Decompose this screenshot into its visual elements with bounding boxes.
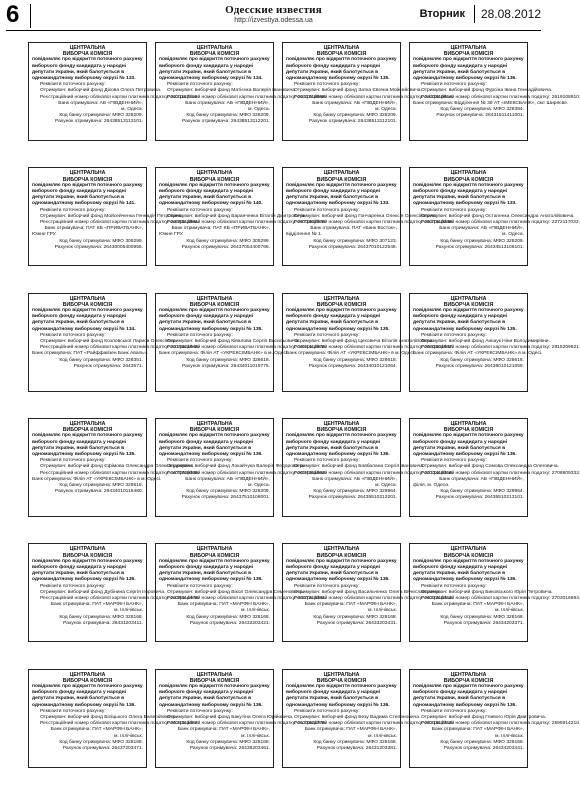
notice-line: Реквізити поточного рахунку:: [40, 458, 106, 464]
notice-line: Банк отримувача: АБ «ПІВДЕННИЙ»,: [185, 100, 270, 106]
notice-heading: ЦЕНТРАЛЬНА: [69, 45, 106, 51]
publication-url: http://izvestiya.odessa.ua: [234, 17, 313, 24]
notice-heading: ЦЕНТРАЛЬНА: [323, 45, 360, 51]
notice-box: [409, 418, 580, 517]
notice-line: Код банку отримувача: МФО 328209.: [186, 113, 270, 119]
notice-subheading: ВИБОРЧА КОМІСІЯ: [62, 176, 113, 183]
notice-subheading: ВИБОРЧА КОМІСІЯ: [62, 677, 113, 684]
notice-line: Банк отримувача: АБ «ПІВДЕННИЙ»,: [312, 476, 397, 482]
notice-line: Банк отримувача: ПАТ «МАРФІН БАНК»,: [304, 727, 397, 733]
notice-heading: ЦЕНТРАЛЬНА: [450, 671, 487, 678]
notice-heading: ЦЕНТРАЛЬНА: [69, 420, 106, 427]
notice-line: Код банку отримувача: МФО 328964.: [313, 489, 397, 495]
notice-line: Код банку отримувача: МФО 328168.: [186, 614, 270, 620]
notice-line: Южне ГРУ.: [159, 232, 184, 238]
notice-heading: ЦЕНТРАЛЬНА: [450, 45, 487, 51]
notice-line: Реєстраційний номер облікової картки платника податку: 2313418316.: [294, 470, 454, 476]
notice-line: м. Іллічівськ.: [495, 608, 524, 614]
notice-line: Реквізити поточного рахунку:: [294, 332, 360, 338]
notice-line: м. Іллічівськ.: [241, 608, 270, 614]
notice-line: Код банку отримувача: МФО 328384.: [440, 107, 524, 113]
notice-line: Реєстраційний номер облікової картки платника податку: 2272117032.: [421, 219, 580, 225]
notice-subheading: ВИБОРЧА КОМІСІЯ: [443, 677, 494, 684]
notice-line: Реєстраційний номер облікової картки платника податку: 2947910239.: [294, 219, 454, 225]
notice-line: Рахунок отримувача: 26438513112101.: [308, 119, 397, 125]
notice-line: Рахунок отримувача: 26431511411001.: [436, 113, 524, 119]
notices-grid: [28, 42, 580, 786]
notice-subheading: ВИБОРЧА КОМІСІЯ: [316, 301, 367, 308]
notice-subheading: ВИБОРЧА КОМІСІЯ: [316, 427, 367, 434]
notice-line: Код банку отримувача: МФО 328168.: [440, 739, 524, 745]
notice-heading: ЦЕНТРАЛЬНА: [323, 546, 360, 553]
notice-line: Код банку отримувача: МФО 328964.: [440, 489, 524, 495]
notice-subheading: ВИБОРЧА КОМІСІЯ: [62, 301, 113, 308]
notice-line: Отримувач: виборчий фонд Матієнка Валерія Івановича.: [167, 88, 297, 94]
notice-lead: повідомляє про відкриття поточного рахунку виборчого фонду кандидата у народні депутати України, який балотується в одномандатному виборчому окрузі № 136.: [32, 558, 143, 583]
notice-box: [282, 669, 454, 768]
notice-line: м. Одеса.: [248, 107, 270, 113]
notice-lead: повідомляє про відкриття поточного рахунку виборчого фонду кандидата у народні депутати України, який балотується в одномандатному виборчому окрузі № 136.: [286, 684, 397, 708]
notice-line: Реєстраційний номер облікової картки платника податку: 1984412570.: [167, 345, 327, 351]
notice-line: Рахунок отримувача: 26435510213201.: [308, 495, 397, 501]
notice-line: Код банку отримувача: МФО 328168.: [313, 614, 397, 620]
notice-line: Реквізити поточного рахунку:: [40, 583, 106, 589]
notice-lead: повідомляє про відкриття поточного рахунку виборчого фонду кандидата у народні депутати України, який балотується в одномандатному виборчому окрузі № 136.: [413, 433, 524, 457]
notice-line: Отримувач: виборчий фонд Біліцького Олега Валерійовича.: [40, 715, 177, 721]
notice-line: Код банку отримувача: МФО 328168.: [59, 739, 143, 745]
notice-line: Код банку отримувача: МФО 328168.: [59, 614, 143, 620]
notice-box: [409, 543, 580, 642]
notice-line: Банк отримувача: ПАТ «МАРФІН БАНК»,: [50, 727, 143, 733]
notice-box: [409, 42, 580, 141]
notice-subheading: ВИБОРЧА КОМІСІЯ: [443, 427, 494, 434]
notice-line: Рахунок отримувача: 26434203441.: [443, 746, 524, 752]
notice-line: Рахунок отримувача: 26434203371.: [443, 620, 524, 626]
notice-line: Отримувач: виборчий фонд Бовбалана Сергія Івановича.: [294, 464, 425, 470]
notice-line: Банк отримувача: АБ «ПІВДЕННИЙ»,: [439, 226, 524, 232]
notice-box: [28, 42, 199, 141]
notice-subheading: ВИБОРЧА КОМІСІЯ: [189, 301, 240, 308]
notice-line: Реквізити поточного рахунку:: [421, 207, 487, 213]
notice-lead: повідомляє про відкриття поточного рахунку виборчого фонду кандидата у народні депутати України, який балотується в одномандатному виборчому окрузі № 141.: [32, 182, 143, 207]
notice-line: Отримувач: виборчий фонд Дубінина Сергія Ігоровича.: [40, 589, 166, 595]
notice-box: [28, 167, 200, 266]
notice-line: Отримувач: виборчий фонд Биковського Юрія Петровича.: [421, 589, 553, 595]
notice-lead: повідомляє про відкриття поточного рахунку виборчого фонду кандидата у народні депутати України, який балотується в одномандатному виборчому окрузі № 134.: [159, 57, 270, 82]
notice-line: Код банку отримувача: МФО 307123.: [313, 238, 397, 244]
notice-lead: повідомляє про відкриття поточного рахунку виборчого фонду кандидата у народні депутати України, який балотується в одномандатному виборчому окрузі № 133.: [286, 182, 397, 207]
notice-subheading: ВИБОРЧА КОМІСІЯ: [189, 176, 240, 183]
notice-heading: ЦЕНТРАЛЬНА: [323, 420, 360, 427]
notice-line: Рахунок отримувача: 26438513113101.: [54, 119, 143, 125]
notice-line: Рахунок отримувача: 26430005400956.: [54, 244, 143, 250]
notice-line: Реквізити поточного рахунку:: [294, 583, 360, 589]
notice-subheading: ВИБОРЧА КОМІСІЯ: [316, 552, 367, 559]
notice-line: Рахунок отримувача: 2643571.: [73, 363, 143, 369]
notice-line: Реєстраційний номер облікової картки платника податку: 1670729335.: [40, 470, 200, 476]
notice-line: Отримувач: виборчий фонд Остапенка Олександра Анатолійовича.: [421, 213, 575, 219]
notice-line: Код банку отримувача: МФО 328618.: [186, 357, 270, 363]
notice-line: Рахунок отримувача: 26434011019775.: [181, 363, 270, 369]
notice-line: Отримувач: виборчий фонд Козловської Лариси Олексіївни.: [40, 339, 177, 345]
notice-line: Реєстраційний номер облікової картки платника податку: 2563501837.: [294, 345, 454, 351]
notice-lead: повідомляє про відкриття поточного рахунку виборчого фонду кандидата у народні депутати України, який балотується в одномандатному виборчому окрузі № 136.: [286, 433, 397, 457]
notice-line: Банк отримувача: Філія АТ «УКРЕКСІМБАНК» в м. Одесі.: [286, 351, 416, 357]
notice-subheading: ВИБОРЧА КОМІСІЯ: [62, 51, 113, 58]
notice-line: Банк отримувача: ПАТ КБ «ПРИВАТБАНК»,: [44, 226, 143, 232]
notice-line: Реквізити поточного рахунку:: [167, 583, 233, 589]
notice-line: Банк отримувача: АБ «ПІВДЕННИЙ»,: [312, 100, 397, 106]
notice-line: Банк отримувача: ПАТ «Банк Восток»,: [310, 226, 397, 232]
notice-line: м. Іллічівськ.: [495, 733, 524, 739]
notice-line: Реєстраційний номер облікової картки платника податку: 3221117216.: [40, 94, 199, 100]
notice-line: Отримувач: виборчий фонд Гончаренка Олексія Олексійовича.: [294, 213, 438, 219]
notice-lead: повідомляє про відкриття поточного рахунку виборчого фонду кандидата у народні депутати України, який балотується в одномандатному виборчому окрузі № 135.: [286, 308, 397, 332]
notice-line: Банк отримувача: ПАТ «МАРФІН БАНК»,: [177, 727, 270, 733]
notice-box: [155, 418, 327, 517]
notice-heading: ЦЕНТРАЛЬНА: [323, 671, 360, 678]
notice-heading: ЦЕНТРАЛЬНА: [196, 546, 233, 553]
notice-line: філія, м. Одеса.: [413, 483, 450, 489]
notice-line: Банк отримувача: ПАТ КБ «ПРИВАТБАНК»,: [171, 226, 270, 232]
notice-heading: ЦЕНТРАЛЬНА: [323, 170, 360, 177]
notice-subheading: ВИБОРЧА КОМІСІЯ: [189, 427, 240, 434]
notice-heading: ЦЕНТРАЛЬНА: [196, 671, 233, 678]
notice-subheading: ВИБОРЧА КОМІСІЯ: [443, 51, 494, 58]
notice-line: Отримувач: виборчий фонд Васильченко Олега Вячеславовича.: [294, 589, 441, 595]
notice-line: Реєстраційний номер облікової картки платника податку: 2408513991.: [40, 219, 200, 225]
notice-line: м. Іллічівськ.: [368, 733, 397, 739]
notice-line: Рахунок отримувача: 26434010121064.: [308, 363, 397, 369]
notice-box: [409, 167, 580, 266]
notice-line: Рахунок отримувача: 26433203431.: [316, 620, 397, 626]
notice-line: Отримувач: виборчий фонд Вікол Олександра Семеновича.: [167, 589, 304, 595]
notice-line: Банк отримувача: АБ «ПІВДЕННИЙ»,: [58, 100, 143, 106]
notice-line: Банк отримувача: ПАТ «МАРФІН БАНК»,: [431, 602, 524, 608]
notice-box: [409, 669, 580, 768]
notice-heading: ЦЕНТРАЛЬНА: [196, 295, 233, 302]
notice-line: Реєстраційний номер облікової картки платника податку: 2123822775.: [167, 721, 327, 727]
notice-line: Реквізити поточного рахунку:: [40, 708, 106, 714]
notice-line: Реєстраційний номер облікової картки платника податку: 2922216312.: [294, 595, 454, 601]
notice-line: Рахунок отримувача: 26438010121059.: [435, 363, 524, 369]
notice-box: [409, 293, 580, 392]
notice-heading: ЦЕНТРАЛЬНА: [69, 546, 106, 553]
notice-line: Рахунок отримувача: 26437510106001.: [181, 495, 270, 501]
notice-line: Реквізити поточного рахунку:: [167, 458, 233, 464]
notice-heading: ЦЕНТРАЛЬНА: [196, 45, 233, 51]
notice-line: Реквізити поточного рахунку:: [40, 82, 106, 88]
notice-line: Банк отримувача: Філія АТ «УКРЕКСІМБАНК» в м. Одесі.: [413, 351, 543, 357]
notice-line: м. Іллічівськ.: [114, 733, 143, 739]
notice-box: [155, 669, 327, 768]
notice-line: Отримувач: виборчий фонд Анішук Ніни Володимирівни.: [421, 339, 550, 345]
notice-lead: повідомляє про відкриття поточного рахунку виборчого фонду кандидата у народні депутати України, який балотується в одномандатному виборчому окрузі № 133.: [413, 182, 524, 207]
notice-line: Код банку отримувача: МФО 328209.: [59, 113, 143, 119]
notice-line: Банк отримувача: АБ «ПІВДЕННИЙ»,: [185, 476, 270, 482]
notice-subheading: ВИБОРЧА КОМІСІЯ: [62, 552, 113, 559]
notice-line: Рахунок отримувача: 26431203381.: [316, 746, 397, 752]
notice-line: Реєстраційний номер облікової картки платника податку: 3367213391.: [167, 595, 327, 601]
notice-line: Отримувач: виборчий фонд Мойсейченка Геннадія Петровича.: [40, 213, 183, 219]
notice-line: Реєстраційний номер облікової картки платника податку: 2921517213.: [294, 721, 454, 727]
notice-subheading: ВИБОРЧА КОМІСІЯ: [443, 552, 494, 559]
notice-box: [28, 669, 199, 768]
notice-line: Рахунок отримувача: 26437054400766.: [181, 244, 270, 250]
notice-line: Отримувач: виборчий фонд Фурсіна Івана Геннадійовича.: [421, 88, 553, 94]
notice-line: Реєстраційний номер облікової картки платника податку: 2534011657.: [40, 721, 199, 727]
notice-line: Банк отримувача: ПАТ «МАРФІН БАНК»,: [431, 727, 524, 733]
notice-line: Реквізити поточного рахунку:: [40, 332, 106, 338]
notice-subheading: ВИБОРЧА КОМІСІЯ: [316, 176, 367, 183]
notice-subheading: ВИБОРЧА КОМІСІЯ: [443, 301, 494, 308]
notice-heading: ЦЕНТРАЛЬНА: [69, 671, 106, 678]
notice-line: Банк отримувача: Філія АТ «УКРЕКСІМБАНК» в м. Одесі.: [32, 476, 162, 482]
notice-line: Банк отримувача: Філія АТ «УКРЕКСІМБАНК» в м. Одесі.: [159, 351, 289, 357]
notice-line: Реєстраційний номер облікової картки платника податку: 2084051553.: [167, 470, 327, 476]
notice-line: Реквізити поточного рахунку:: [421, 82, 487, 88]
notice-box: [28, 543, 200, 642]
notice-box: [155, 293, 327, 392]
notice-line: Рахунок отримувача: 26438513112201.: [181, 119, 270, 125]
notice-line: Отримувач: виборчий фонд Безу Вадима Степановича.: [294, 715, 421, 721]
notice-line: Реквізити поточного рахунку:: [294, 82, 360, 88]
notice-lead: повідомляє про відкриття поточного рахунку виборчого фонду кандидата у народні депутати України, який балотується в одномандатному виборчому окрузі № 133.: [32, 57, 143, 82]
notice-line: Код банку отримувача: МФО 328168.: [186, 739, 270, 745]
notice-line: Реєстраційний номер облікової картки платника податку: 2703016694.: [421, 595, 580, 601]
notice-line: Реєстраційний номер облікової картки платника податку: 2310921048.: [40, 345, 200, 351]
notice-line: м. Іллічівськ.: [368, 608, 397, 614]
notice-line: Реквізити поточного рахунку:: [167, 332, 233, 338]
notice-line: Банк отримувача: АБ «ПІВДЕННИЙ»,: [439, 476, 524, 482]
notice-lead: повідомляє про відкриття поточного рахунку виборчого фонду кандидата у народні депутати України, який балотується в одномандатному виборчому окрузі № 135.: [286, 57, 397, 82]
notice-heading: ЦЕНТРАЛЬНА: [450, 420, 487, 427]
notice-lead: повідомляє про відкриття поточного рахунку виборчого фонду кандидата у народні депутати України, який балотується в одномандатному виборчому окрузі № 136.: [413, 558, 524, 583]
notice-line: Реквізити поточного рахунку:: [167, 82, 233, 88]
notice-subheading: ВИБОРЧА КОМІСІЯ: [316, 51, 367, 58]
notice-line: Реєстраційний номер облікової картки платника податку: 2619108910.: [421, 94, 580, 100]
notice-line: Отримувач: виборчий фонд Діхова Олега Петровича.: [40, 88, 162, 94]
notice-line: Реквізити поточного рахунку:: [294, 458, 360, 464]
notice-box: [155, 543, 327, 642]
notice-line: Рахунок отримувача: 26434513106101.: [435, 244, 524, 250]
notice-line: Реєстраційний номер облікової картки платника податку: 2443810814.: [294, 94, 454, 100]
notice-box: [282, 293, 454, 392]
notice-line: Реквізити поточного рахунку:: [421, 708, 487, 714]
notice-line: м. Іллічівськ.: [241, 733, 270, 739]
notice-line: Отримувач: виборчий фонд Ківалова Сергія Васильовича.: [167, 339, 300, 345]
notice-line: Реквізити поточного рахунку:: [167, 708, 233, 714]
notice-line: Код банку отримувача: МФО 328351.: [59, 357, 143, 363]
notice-line: Реквізити поточного рахунку:: [40, 207, 106, 213]
notice-line: Код банку отримувача: МФО 305299.: [186, 238, 270, 244]
notice-line: м. Одеса.: [375, 483, 397, 489]
header-rule: [6, 30, 541, 31]
notice-box: [282, 543, 454, 642]
notice-line: м. Одеса.: [502, 232, 524, 238]
notice-line: Банк отримувача: ПАТ «Райффайзен Банк Аваль».: [32, 351, 149, 357]
notice-lead: повідомляє про відкриття поточного рахунку виборчого фонду кандидата у народні депутати України, який балотується в одномандатному виборчому окрузі № 135.: [159, 308, 270, 332]
notice-subheading: ВИБОРЧА КОМІСІЯ: [189, 677, 240, 684]
notice-heading: ЦЕНТРАЛЬНА: [196, 420, 233, 427]
page-number: 6: [6, 1, 20, 28]
notice-line: Реквізити поточного рахунку:: [421, 332, 487, 338]
notice-box: [28, 418, 200, 517]
notice-line: м. Одеса.: [121, 107, 143, 113]
notice-heading: ЦЕНТРАЛЬНА: [69, 170, 106, 177]
notice-line: Рахунок отримувача: 26435510213101.: [435, 495, 524, 501]
notice-line: Рахунок отримувача: 26434010115480.: [54, 489, 143, 495]
notice-line: Рахунок отримувача: 26431203411.: [63, 620, 143, 626]
notice-box: [282, 42, 454, 141]
notice-line: Код банку отримувача: МФО 328618.: [59, 483, 143, 489]
notice-lead: повідомляє про відкриття поточного рахунку виборчого фонду кандидата у народні депутати України, який балотується в одномандатному виборчому окрузі № 136.: [159, 433, 270, 457]
weekday: Вторник: [419, 8, 465, 20]
notice-line: Отримувач: виборчий фонд Сомова Олександра Олеговича.: [421, 464, 559, 470]
notice-line: Отримувач: виборчий фонд Єфімова Олександра Олександровича.: [40, 464, 195, 470]
notice-box: [282, 167, 454, 266]
notice-box: [28, 293, 200, 392]
notice-line: відділення № 1.: [286, 232, 323, 238]
issue-date: 28.08.2012: [474, 5, 541, 23]
notice-line: Реквізити поточного рахунку:: [294, 708, 360, 714]
notice-heading: ЦЕНТРАЛЬНА: [69, 295, 106, 302]
notice-line: м. Одеса.: [375, 107, 397, 113]
notice-box: [155, 42, 327, 141]
notice-line: Рахунок отримувача: 26437010122548.: [308, 244, 397, 250]
notice-line: Рахунок отримувача: 26437203471.: [62, 746, 143, 752]
notice-heading: ЦЕНТРАЛЬНА: [450, 546, 487, 553]
notice-subheading: ВИБОРЧА КОМІСІЯ: [316, 677, 367, 684]
notice-heading: ЦЕНТРАЛЬНА: [323, 295, 360, 302]
notice-line: Реквізити поточного рахунку:: [421, 458, 487, 464]
notice-subheading: ВИБОРЧА КОМІСІЯ: [189, 51, 240, 58]
notice-lead: повідомляє про відкриття поточного рахунку виборчого фонду кандидата у народні депутати України, який балотується в одномандатному виборчому окрузі № 135.: [413, 308, 524, 332]
notice-line: Банк отримувача: ПАТ «МАРФІН БАНК»,: [50, 602, 143, 608]
notice-line: Банк отримувача: ПАТ «МАРФІН БАНК»,: [177, 602, 270, 608]
notice-lead: повідомляє про відкриття поточного рахунку виборчого фонду кандидата у народні депутати України, який балотується в одномандатному виборчому окрузі № 135.: [32, 433, 143, 457]
notice-line: Реєстраційний номер облікової картки платника податку: 2595914210.: [421, 721, 580, 727]
notice-line: Код банку отримувача: МФО 328618.: [440, 357, 524, 363]
notice-line: Отримувач: виборчий фонд Локайчука Валерія Федоровича.: [167, 464, 305, 470]
notice-line: Реквізити поточного рахунку:: [294, 207, 360, 213]
notice-heading: ЦЕНТРАЛЬНА: [196, 170, 233, 177]
notice-lead: повідомляє про відкриття поточного рахунку виборчого фонду кандидата у народні депутати України, який балотується в одномандатному виборчому окрузі № 136.: [413, 684, 524, 708]
notice-line: м. Одеса.: [248, 483, 270, 489]
notice-line: Код банку отримувача: МФО 305299.: [59, 238, 143, 244]
notice-lead: повідомляє про відкриття поточного рахунку виборчого фонду кандидата у народні депутати України, який балотується в одномандатному виборчому окрузі № 136.: [413, 57, 524, 82]
notice-lead: повідомляє про відкриття поточного рахунку виборчого фонду кандидата у народні депутати України, який балотується в одномандатному виборчому окрузі № 136.: [159, 684, 270, 708]
notice-line: Код банку отримувача: МФО 328209.: [440, 238, 524, 244]
notice-line: Рахунок отримувача: 26432203421.: [189, 620, 270, 626]
notice-lead: повідомляє про відкриття поточного рахунку виборчого фонду кандидата у народні депутати України, який балотується в одномандатному виборчому окрузі № 140.: [159, 182, 270, 207]
notice-line: Код банку отримувача: МФО 328209.: [186, 489, 270, 495]
notice-line: м. Іллічівськ.: [114, 608, 143, 614]
notice-line: Отримувач: виборчий фонд Бакутіна Олега Юрійовича.: [167, 715, 294, 721]
notice-line: Код банку отримувача: МФО 328618.: [313, 357, 397, 363]
notice-line: Реєстраційний номер облікової картки платника податку: 2815209621.: [421, 345, 580, 351]
notice-line: Отримувач: виборчий фонд Баранченка Віталія Дмитровича.: [167, 213, 306, 219]
notice-line: Банк отримувача: ПАТ «МАРФІН БАНК»,: [304, 602, 397, 608]
notice-line: Код банку отримувача: МФО 328168.: [313, 739, 397, 745]
notice-line: Реєстраційний номер облікової картки платника податку: 2973907070.: [167, 219, 327, 225]
notice-line: Реєстраційний номер облікової картки платника податку: 2436014479.: [40, 595, 200, 601]
notice-line: Отримувач: виборчий фонд Гливого Юрія Дмитровича.: [421, 715, 547, 721]
notice-line: Реєстраційний номер облікової картки платника податку: 2242718558.: [167, 94, 327, 100]
notice-line: Реквізити поточного рахунку:: [167, 207, 233, 213]
notice-line: Реквізити поточного рахунку:: [421, 583, 487, 589]
notice-lead: повідомляє про відкриття поточного рахунку виборчого фонду кандидата у народні депутати України, який балотується в одномандатному виборчому окрузі № 136.: [32, 684, 143, 708]
notice-line: Рахунок отримувача: 26436203461.: [189, 746, 270, 752]
notice-lead: повідомляє про відкриття поточного рахунку виборчого фонду кандидата у народні депутати України, який балотується в одномандатному виборчому окрузі № 136.: [159, 558, 270, 583]
notice-subheading: ВИБОРЧА КОМІСІЯ: [62, 427, 113, 434]
notice-heading: ЦЕНТРАЛЬНА: [450, 170, 487, 177]
page-header: [0, 0, 547, 30]
notice-line: Код банку отримувача: МФО 328168.: [440, 614, 524, 620]
notice-line: Южне ГРУ.: [32, 232, 57, 238]
publication-title: Одесские известия: [225, 4, 322, 16]
notice-lead: повідомляє про відкриття поточного рахунку виборчого фонду кандидата у народні депутати України, який балотується в одномандатному виборчому окрузі № 134.: [32, 308, 143, 332]
notice-subheading: ВИБОРЧА КОМІСІЯ: [189, 552, 240, 559]
notice-line: Отримувач: виборчий фонд Цеховича Віталія Анатолійовича.: [294, 339, 434, 345]
notice-line: Код банку отримувача: МФО 328209.: [313, 113, 397, 119]
notice-subheading: ВИБОРЧА КОМІСІЯ: [443, 176, 494, 183]
notice-line: Реєстраційний номер облікової картки платника податку: 2708609332.: [421, 470, 580, 476]
notice-line: Банк отримувача: Відділення № 38 АТ «ІМЕКСБАНК», смт Шиpяєве.: [413, 100, 569, 106]
notice-heading: ЦЕНТРАЛЬНА: [450, 295, 487, 302]
notice-lead: повідомляє про відкриття поточного рахунку виборчого фонду кандидата у народні депутати України, який балотується в одномандатному виборчому окрузі № 136.: [286, 558, 397, 583]
notice-line: Отримувач: виборчий фонд Затка Євгена Мойсейовича.: [294, 88, 422, 94]
